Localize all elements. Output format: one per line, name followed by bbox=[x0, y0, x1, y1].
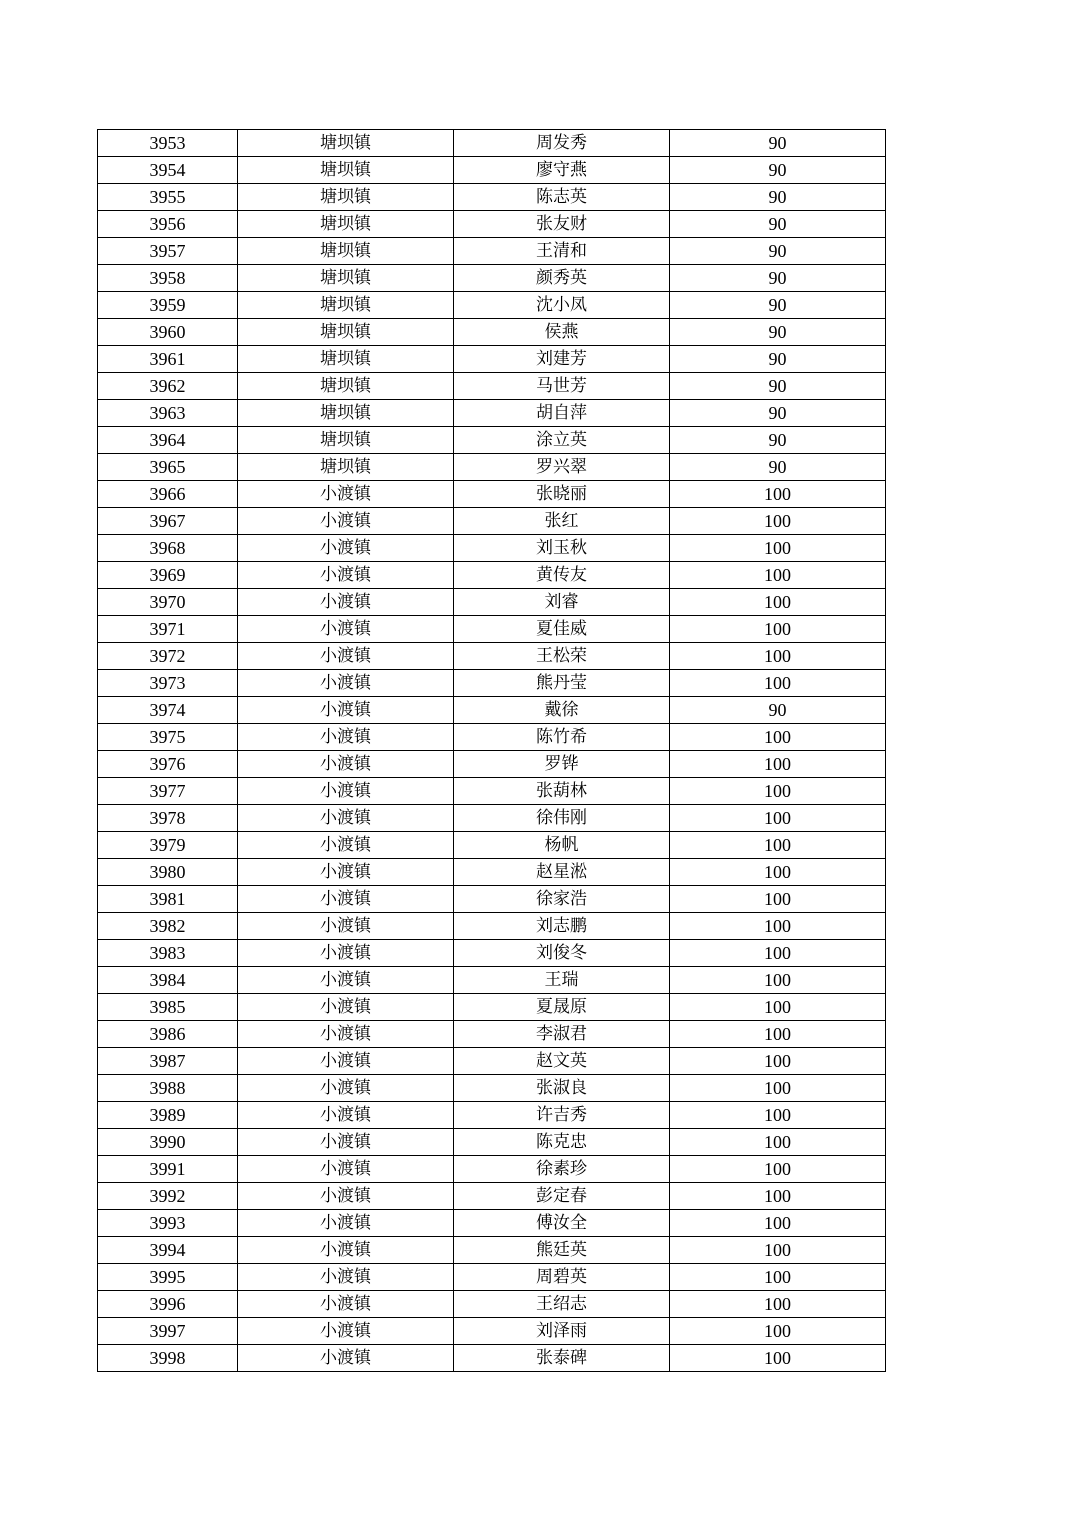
cell-person-name: 傅汝全 bbox=[454, 1210, 670, 1237]
cell-amount: 90 bbox=[670, 454, 886, 481]
cell-person-name: 王松荣 bbox=[454, 643, 670, 670]
cell-person-name: 徐家浩 bbox=[454, 886, 670, 913]
cell-person-name: 王瑞 bbox=[454, 967, 670, 994]
cell-serial-number: 3966 bbox=[98, 481, 238, 508]
cell-amount: 100 bbox=[670, 1075, 886, 1102]
cell-amount: 90 bbox=[670, 373, 886, 400]
cell-serial-number: 3964 bbox=[98, 427, 238, 454]
table-row bbox=[98, 697, 886, 724]
cell-person-name: 张泰碑 bbox=[454, 1345, 670, 1372]
cell-serial-number: 3976 bbox=[98, 751, 238, 778]
table-row bbox=[98, 157, 886, 184]
table-row bbox=[98, 481, 886, 508]
cell-serial-number: 3986 bbox=[98, 1021, 238, 1048]
table-row bbox=[98, 589, 886, 616]
cell-person-name: 侯燕 bbox=[454, 319, 670, 346]
cell-town: 塘坝镇 bbox=[238, 319, 454, 346]
cell-amount: 100 bbox=[670, 481, 886, 508]
table-row bbox=[98, 319, 886, 346]
table-row bbox=[98, 643, 886, 670]
cell-town: 塘坝镇 bbox=[238, 265, 454, 292]
cell-amount: 100 bbox=[670, 1291, 886, 1318]
cell-amount: 100 bbox=[670, 1237, 886, 1264]
cell-town: 小渡镇 bbox=[238, 832, 454, 859]
table-row bbox=[98, 886, 886, 913]
table-row bbox=[98, 265, 886, 292]
cell-serial-number: 3985 bbox=[98, 994, 238, 1021]
cell-serial-number: 3979 bbox=[98, 832, 238, 859]
cell-person-name: 戴徐 bbox=[454, 697, 670, 724]
cell-town: 小渡镇 bbox=[238, 805, 454, 832]
cell-serial-number: 3978 bbox=[98, 805, 238, 832]
cell-person-name: 陈克忠 bbox=[454, 1129, 670, 1156]
cell-amount: 100 bbox=[670, 859, 886, 886]
cell-serial-number: 3962 bbox=[98, 373, 238, 400]
table-row bbox=[98, 1075, 886, 1102]
cell-amount: 90 bbox=[670, 427, 886, 454]
table-row bbox=[98, 427, 886, 454]
cell-serial-number: 3972 bbox=[98, 643, 238, 670]
table-row bbox=[98, 1129, 886, 1156]
cell-town: 小渡镇 bbox=[238, 1345, 454, 1372]
cell-person-name: 王绍志 bbox=[454, 1291, 670, 1318]
cell-serial-number: 3975 bbox=[98, 724, 238, 751]
cell-amount: 100 bbox=[670, 1021, 886, 1048]
cell-amount: 100 bbox=[670, 616, 886, 643]
cell-person-name: 涂立英 bbox=[454, 427, 670, 454]
cell-serial-number: 3954 bbox=[98, 157, 238, 184]
cell-town: 塘坝镇 bbox=[238, 184, 454, 211]
cell-person-name: 陈竹希 bbox=[454, 724, 670, 751]
cell-serial-number: 3956 bbox=[98, 211, 238, 238]
table-row bbox=[98, 616, 886, 643]
cell-amount: 100 bbox=[670, 535, 886, 562]
cell-town: 小渡镇 bbox=[238, 1021, 454, 1048]
table-row bbox=[98, 1264, 886, 1291]
cell-town: 小渡镇 bbox=[238, 670, 454, 697]
cell-town: 小渡镇 bbox=[238, 1318, 454, 1345]
cell-serial-number: 3961 bbox=[98, 346, 238, 373]
table-row bbox=[98, 724, 886, 751]
cell-town: 小渡镇 bbox=[238, 1264, 454, 1291]
table-row bbox=[98, 508, 886, 535]
cell-serial-number: 3965 bbox=[98, 454, 238, 481]
table-row bbox=[98, 211, 886, 238]
cell-serial-number: 3996 bbox=[98, 1291, 238, 1318]
table-row bbox=[98, 778, 886, 805]
cell-person-name: 刘睿 bbox=[454, 589, 670, 616]
cell-serial-number: 3980 bbox=[98, 859, 238, 886]
cell-serial-number: 3998 bbox=[98, 1345, 238, 1372]
cell-town: 小渡镇 bbox=[238, 616, 454, 643]
cell-person-name: 王清和 bbox=[454, 238, 670, 265]
cell-serial-number: 3963 bbox=[98, 400, 238, 427]
cell-amount: 100 bbox=[670, 1102, 886, 1129]
cell-person-name: 刘俊冬 bbox=[454, 940, 670, 967]
cell-town: 小渡镇 bbox=[238, 535, 454, 562]
cell-amount: 100 bbox=[670, 967, 886, 994]
cell-serial-number: 3970 bbox=[98, 589, 238, 616]
cell-town: 小渡镇 bbox=[238, 1183, 454, 1210]
table-row bbox=[98, 238, 886, 265]
cell-town: 塘坝镇 bbox=[238, 454, 454, 481]
cell-amount: 100 bbox=[670, 1156, 886, 1183]
cell-person-name: 刘泽雨 bbox=[454, 1318, 670, 1345]
table-row bbox=[98, 1237, 886, 1264]
cell-serial-number: 3969 bbox=[98, 562, 238, 589]
cell-serial-number: 3953 bbox=[98, 130, 238, 157]
cell-town: 小渡镇 bbox=[238, 562, 454, 589]
cell-serial-number: 3988 bbox=[98, 1075, 238, 1102]
table-row bbox=[98, 1156, 886, 1183]
cell-serial-number: 3958 bbox=[98, 265, 238, 292]
cell-person-name: 徐伟刚 bbox=[454, 805, 670, 832]
cell-person-name: 沈小凤 bbox=[454, 292, 670, 319]
table-row bbox=[98, 454, 886, 481]
cell-amount: 90 bbox=[670, 211, 886, 238]
cell-amount: 90 bbox=[670, 238, 886, 265]
cell-town: 小渡镇 bbox=[238, 751, 454, 778]
cell-person-name: 周发秀 bbox=[454, 130, 670, 157]
cell-serial-number: 3994 bbox=[98, 1237, 238, 1264]
cell-town: 小渡镇 bbox=[238, 724, 454, 751]
subsidy-table bbox=[97, 129, 886, 1372]
cell-town: 小渡镇 bbox=[238, 697, 454, 724]
cell-amount: 100 bbox=[670, 940, 886, 967]
cell-person-name: 罗铧 bbox=[454, 751, 670, 778]
table-row bbox=[98, 400, 886, 427]
cell-town: 小渡镇 bbox=[238, 589, 454, 616]
cell-town: 塘坝镇 bbox=[238, 400, 454, 427]
cell-town: 小渡镇 bbox=[238, 913, 454, 940]
cell-town: 小渡镇 bbox=[238, 967, 454, 994]
cell-town: 塘坝镇 bbox=[238, 157, 454, 184]
table-row bbox=[98, 940, 886, 967]
cell-town: 小渡镇 bbox=[238, 643, 454, 670]
cell-amount: 100 bbox=[670, 994, 886, 1021]
cell-person-name: 徐素珍 bbox=[454, 1156, 670, 1183]
cell-amount: 100 bbox=[670, 1129, 886, 1156]
cell-amount: 90 bbox=[670, 697, 886, 724]
table-row bbox=[98, 130, 886, 157]
cell-person-name: 杨帆 bbox=[454, 832, 670, 859]
cell-person-name: 熊廷英 bbox=[454, 1237, 670, 1264]
table-row bbox=[98, 1021, 886, 1048]
table-row bbox=[98, 346, 886, 373]
cell-person-name: 刘建芳 bbox=[454, 346, 670, 373]
cell-serial-number: 3995 bbox=[98, 1264, 238, 1291]
cell-person-name: 张淑良 bbox=[454, 1075, 670, 1102]
cell-person-name: 张葫林 bbox=[454, 778, 670, 805]
cell-serial-number: 3993 bbox=[98, 1210, 238, 1237]
cell-serial-number: 3960 bbox=[98, 319, 238, 346]
cell-amount: 100 bbox=[670, 724, 886, 751]
cell-serial-number: 3987 bbox=[98, 1048, 238, 1075]
cell-amount: 100 bbox=[670, 1345, 886, 1372]
cell-person-name: 彭定春 bbox=[454, 1183, 670, 1210]
cell-town: 塘坝镇 bbox=[238, 211, 454, 238]
cell-town: 小渡镇 bbox=[238, 1156, 454, 1183]
cell-town: 小渡镇 bbox=[238, 1102, 454, 1129]
cell-serial-number: 3983 bbox=[98, 940, 238, 967]
cell-serial-number: 3967 bbox=[98, 508, 238, 535]
cell-amount: 90 bbox=[670, 130, 886, 157]
cell-serial-number: 3992 bbox=[98, 1183, 238, 1210]
table-row bbox=[98, 751, 886, 778]
cell-serial-number: 3982 bbox=[98, 913, 238, 940]
cell-town: 小渡镇 bbox=[238, 1237, 454, 1264]
cell-person-name: 张晓丽 bbox=[454, 481, 670, 508]
cell-town: 小渡镇 bbox=[238, 481, 454, 508]
cell-serial-number: 3971 bbox=[98, 616, 238, 643]
cell-person-name: 廖守燕 bbox=[454, 157, 670, 184]
cell-person-name: 陈志英 bbox=[454, 184, 670, 211]
cell-person-name: 赵文英 bbox=[454, 1048, 670, 1075]
cell-person-name: 刘志鹏 bbox=[454, 913, 670, 940]
cell-amount: 100 bbox=[670, 832, 886, 859]
cell-amount: 100 bbox=[670, 778, 886, 805]
cell-amount: 100 bbox=[670, 670, 886, 697]
cell-town: 小渡镇 bbox=[238, 1291, 454, 1318]
table-row bbox=[98, 184, 886, 211]
cell-town: 小渡镇 bbox=[238, 1129, 454, 1156]
cell-person-name: 马世芳 bbox=[454, 373, 670, 400]
cell-person-name: 周碧英 bbox=[454, 1264, 670, 1291]
cell-serial-number: 3984 bbox=[98, 967, 238, 994]
table-row bbox=[98, 1102, 886, 1129]
cell-person-name: 张红 bbox=[454, 508, 670, 535]
cell-amount: 100 bbox=[670, 589, 886, 616]
cell-person-name: 夏晟原 bbox=[454, 994, 670, 1021]
cell-serial-number: 3968 bbox=[98, 535, 238, 562]
table-body bbox=[98, 130, 886, 1372]
cell-amount: 90 bbox=[670, 184, 886, 211]
cell-amount: 100 bbox=[670, 751, 886, 778]
cell-town: 塘坝镇 bbox=[238, 373, 454, 400]
table-row bbox=[98, 1210, 886, 1237]
cell-amount: 100 bbox=[670, 1318, 886, 1345]
cell-person-name: 李淑君 bbox=[454, 1021, 670, 1048]
cell-town: 塘坝镇 bbox=[238, 238, 454, 265]
cell-town: 小渡镇 bbox=[238, 859, 454, 886]
cell-serial-number: 3989 bbox=[98, 1102, 238, 1129]
table-row bbox=[98, 805, 886, 832]
cell-amount: 100 bbox=[670, 1264, 886, 1291]
cell-amount: 100 bbox=[670, 643, 886, 670]
table-row bbox=[98, 967, 886, 994]
cell-amount: 90 bbox=[670, 319, 886, 346]
table-row bbox=[98, 1318, 886, 1345]
cell-amount: 90 bbox=[670, 346, 886, 373]
cell-town: 小渡镇 bbox=[238, 778, 454, 805]
cell-town: 小渡镇 bbox=[238, 994, 454, 1021]
cell-amount: 100 bbox=[670, 508, 886, 535]
cell-amount: 100 bbox=[670, 886, 886, 913]
cell-person-name: 黄传友 bbox=[454, 562, 670, 589]
cell-town: 小渡镇 bbox=[238, 1048, 454, 1075]
cell-town: 塘坝镇 bbox=[238, 427, 454, 454]
cell-person-name: 赵星淞 bbox=[454, 859, 670, 886]
table-row bbox=[98, 562, 886, 589]
cell-amount: 100 bbox=[670, 805, 886, 832]
cell-person-name: 刘玉秋 bbox=[454, 535, 670, 562]
cell-serial-number: 3973 bbox=[98, 670, 238, 697]
cell-person-name: 胡自萍 bbox=[454, 400, 670, 427]
cell-person-name: 颜秀英 bbox=[454, 265, 670, 292]
cell-serial-number: 3981 bbox=[98, 886, 238, 913]
table-row bbox=[98, 1291, 886, 1318]
table-row bbox=[98, 832, 886, 859]
cell-town: 小渡镇 bbox=[238, 508, 454, 535]
cell-serial-number: 3974 bbox=[98, 697, 238, 724]
cell-amount: 90 bbox=[670, 400, 886, 427]
cell-town: 小渡镇 bbox=[238, 940, 454, 967]
cell-amount: 100 bbox=[670, 1183, 886, 1210]
cell-amount: 90 bbox=[670, 265, 886, 292]
table-row bbox=[98, 1345, 886, 1372]
cell-amount: 100 bbox=[670, 1210, 886, 1237]
table-row bbox=[98, 1048, 886, 1075]
cell-amount: 100 bbox=[670, 913, 886, 940]
cell-amount: 90 bbox=[670, 157, 886, 184]
table-row bbox=[98, 535, 886, 562]
cell-serial-number: 3997 bbox=[98, 1318, 238, 1345]
table-row bbox=[98, 994, 886, 1021]
cell-amount: 100 bbox=[670, 1048, 886, 1075]
cell-amount: 100 bbox=[670, 562, 886, 589]
cell-serial-number: 3957 bbox=[98, 238, 238, 265]
cell-town: 塘坝镇 bbox=[238, 130, 454, 157]
cell-town: 塘坝镇 bbox=[238, 346, 454, 373]
table-row bbox=[98, 292, 886, 319]
cell-serial-number: 3990 bbox=[98, 1129, 238, 1156]
table-row bbox=[98, 859, 886, 886]
cell-person-name: 熊丹莹 bbox=[454, 670, 670, 697]
table-row bbox=[98, 913, 886, 940]
cell-serial-number: 3977 bbox=[98, 778, 238, 805]
cell-person-name: 张友财 bbox=[454, 211, 670, 238]
cell-town: 小渡镇 bbox=[238, 1075, 454, 1102]
cell-town: 小渡镇 bbox=[238, 1210, 454, 1237]
cell-person-name: 许吉秀 bbox=[454, 1102, 670, 1129]
table-row bbox=[98, 670, 886, 697]
cell-serial-number: 3991 bbox=[98, 1156, 238, 1183]
cell-person-name: 罗兴翠 bbox=[454, 454, 670, 481]
cell-serial-number: 3955 bbox=[98, 184, 238, 211]
cell-amount: 90 bbox=[670, 292, 886, 319]
cell-town: 塘坝镇 bbox=[238, 292, 454, 319]
table-row bbox=[98, 373, 886, 400]
cell-person-name: 夏佳威 bbox=[454, 616, 670, 643]
table-row bbox=[98, 1183, 886, 1210]
cell-town: 小渡镇 bbox=[238, 886, 454, 913]
cell-serial-number: 3959 bbox=[98, 292, 238, 319]
